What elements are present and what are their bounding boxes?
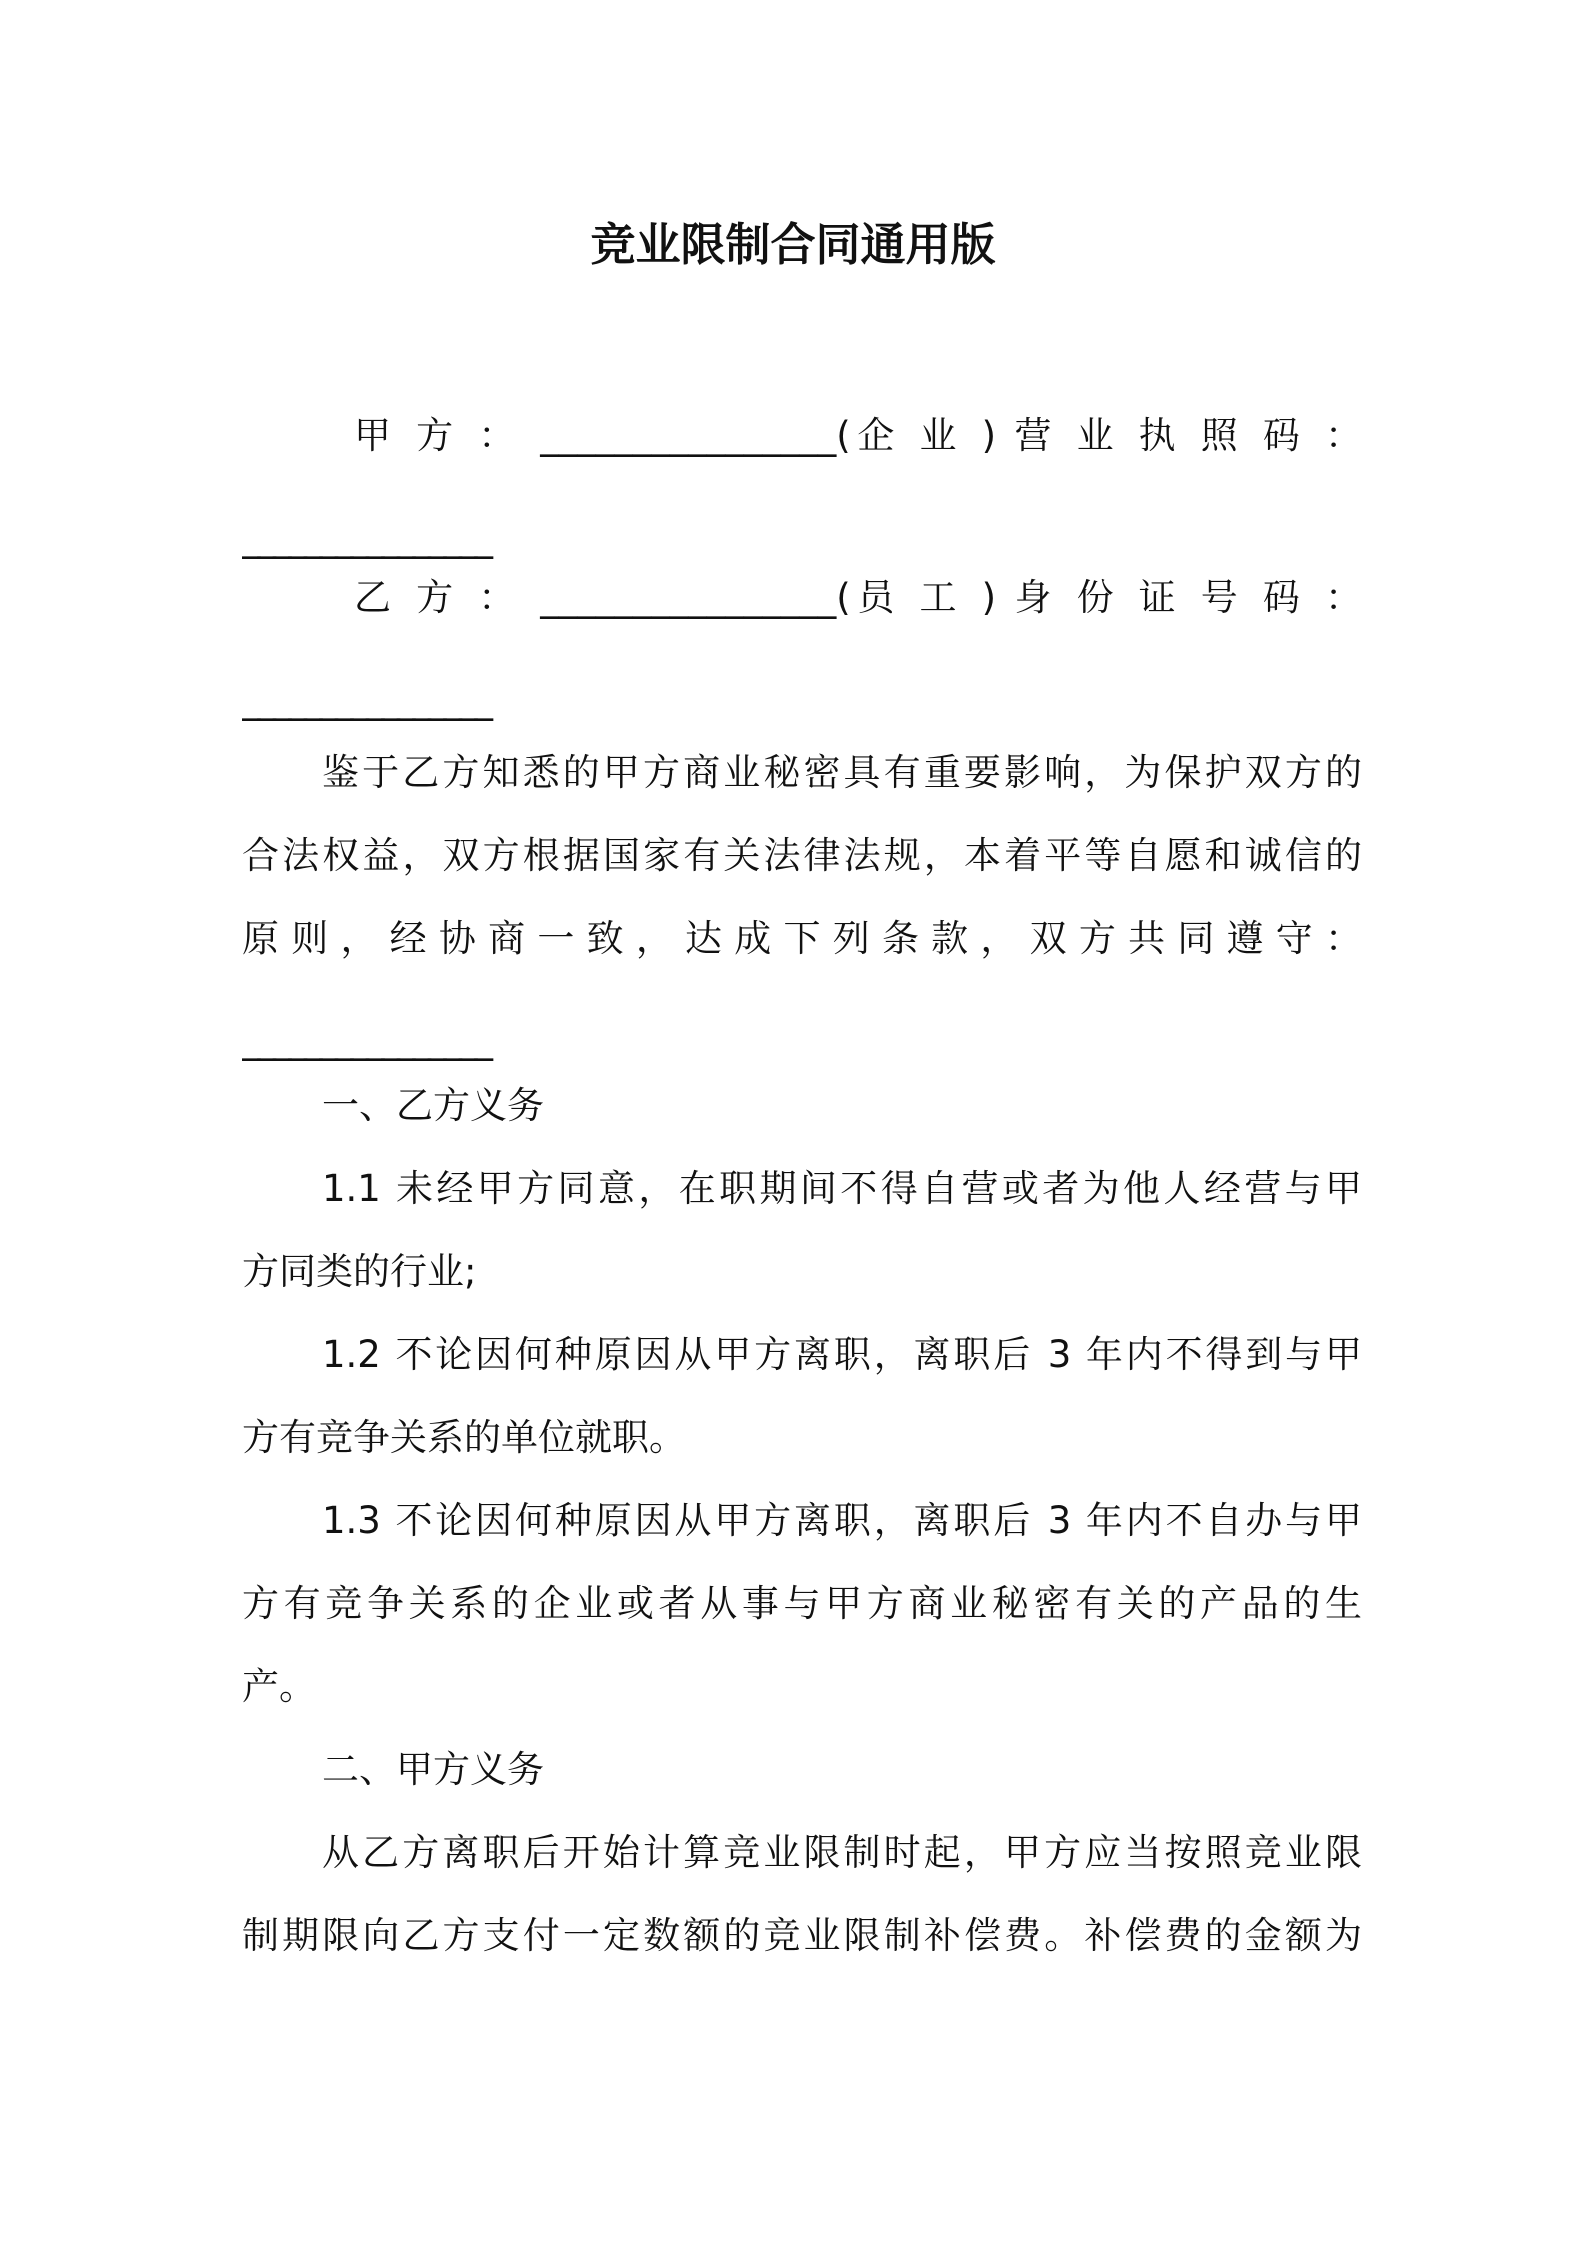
party-a-license-blank: ________________ [242,516,490,559]
body-line: 制期限向乙方支付一定数额的竞业限制补偿费。补偿费的金额为 [242,1914,1362,1957]
preamble-line: 合法权益，双方根据国家有关法律法规，本着平等自愿和诚信的 [242,834,1362,877]
party-b-id-blank: ________________ [242,678,490,721]
clause-line: 方同类的行业; [242,1250,477,1293]
party-a-line: 甲 方 ： ________________(企 业 ) 营 业 执 照 码 ： [354,414,1362,457]
preamble-line: 原则，经协商一致，达成下列条款，双方共同遵守： [242,917,1362,960]
clause-line: 产。 [242,1665,316,1708]
body-line: 从乙方离职后开始计算竞业限制时起，甲方应当按照竞业限 [322,1831,1362,1874]
section-heading: 二、甲方义务 [322,1748,544,1791]
party-b-line: 乙 方 ： ________________(员 工 ) 身 份 证 号 码 ： [354,576,1362,619]
document-title: 竞业限制合同通用版 [590,218,996,271]
clause-line: 方有竞争关系的单位就职。 [242,1416,686,1459]
section-heading: 一、乙方义务 [322,1084,544,1127]
preamble-blank: ________________ [242,1018,490,1061]
clause-line: 1.2 不论因何种原因从甲方离职，离职后 3 年内不得到与甲 [322,1333,1362,1376]
clause-line: 方有竞争关系的企业或者从事与甲方商业秘密有关的产品的生 [242,1582,1362,1625]
preamble-line: 鉴于乙方知悉的甲方商业秘密具有重要影响，为保护双方的 [322,751,1362,794]
clause-line: 1.1 未经甲方同意，在职期间不得自营或者为他人经营与甲 [322,1167,1362,1210]
clause-line: 1.3 不论因何种原因从甲方离职，离职后 3 年内不自办与甲 [322,1499,1362,1542]
